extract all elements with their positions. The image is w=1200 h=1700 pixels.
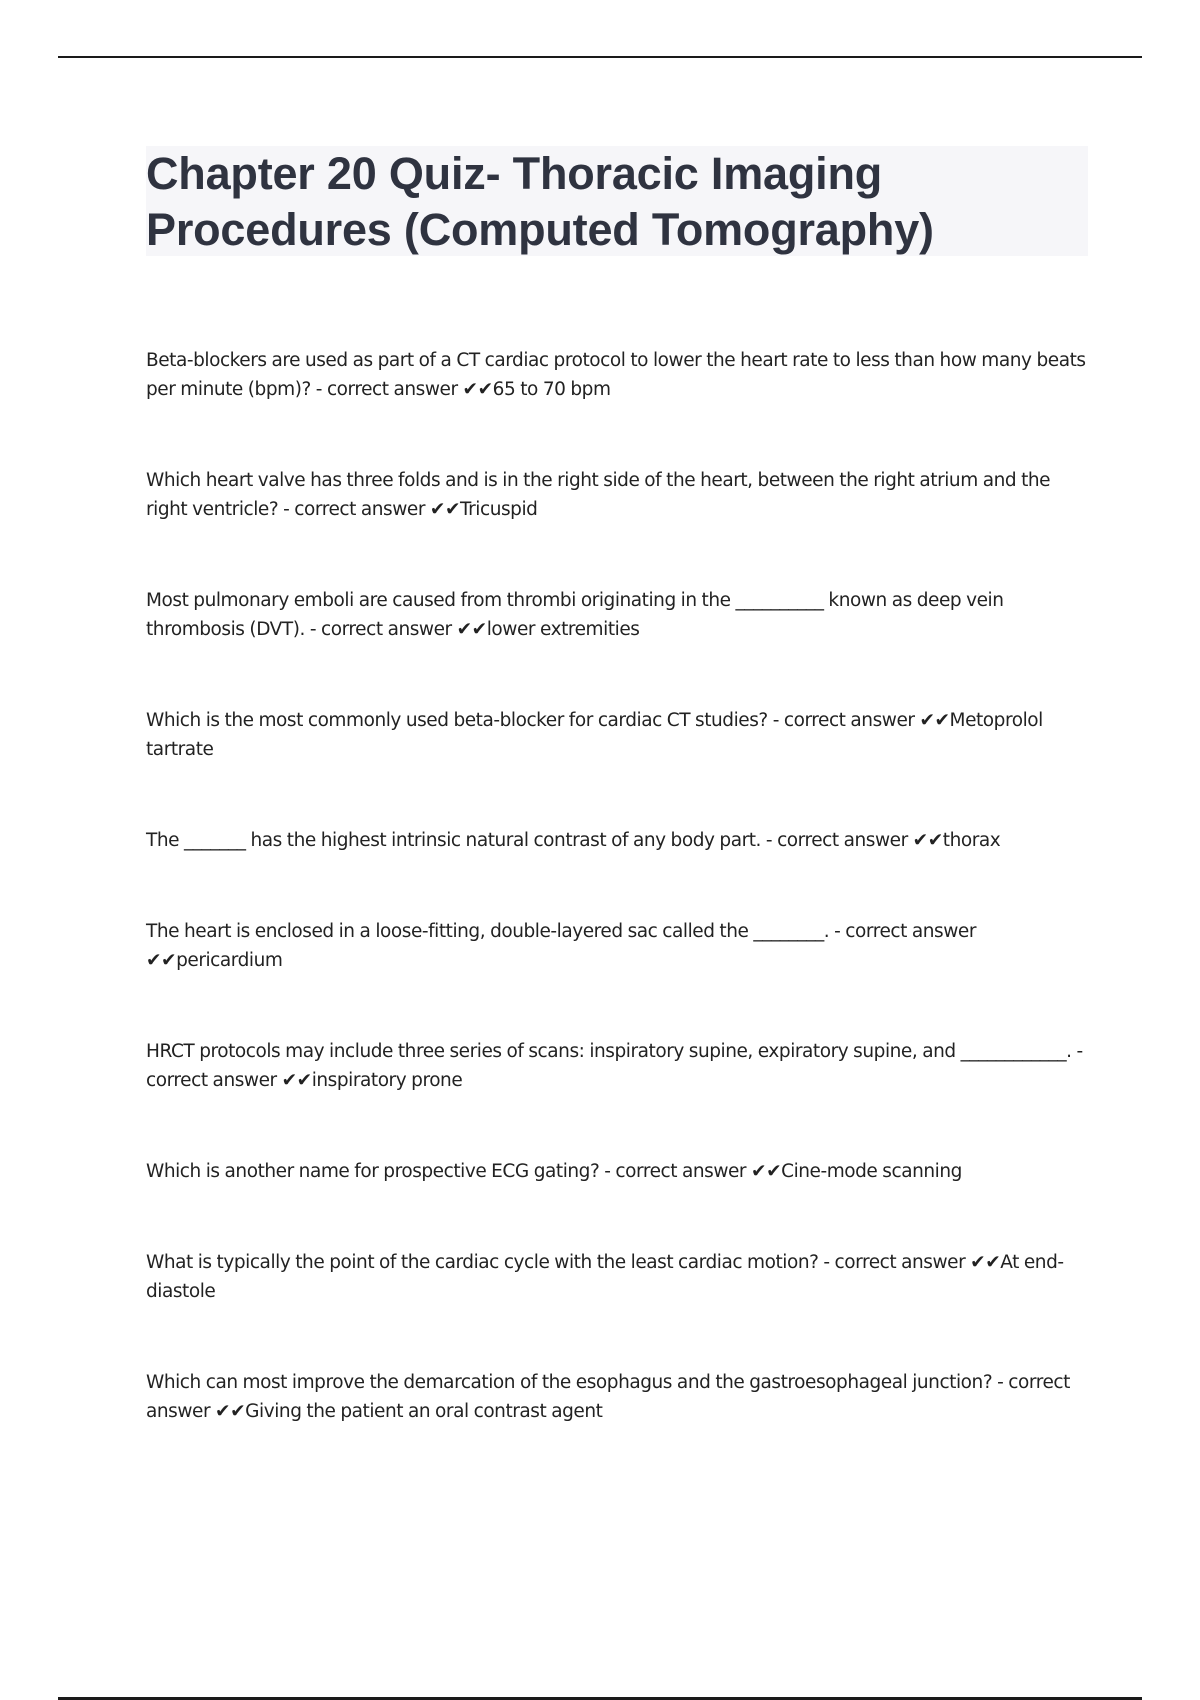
question-item: Which can most improve the demarcation of the esophagus and the gastroesophageal junction? - correct answer ✔✔Giving the patient an oral contrast agent bbox=[146, 1372, 1070, 1422]
question-item: Which heart valve has three folds and is in the right side of the heart, between the right atrium and the right ventricle? - correct answer ✔✔Tricuspid bbox=[146, 470, 1051, 520]
question-item: Beta-blockers are used as part of a CT cardiac protocol to lower the heart rate to less than how many beats per minute (bpm)? - correct answer ✔✔65 to 70 bpm bbox=[146, 350, 1086, 400]
question-item: The _______ has the highest intrinsic natural contrast of any body part. - correct answer ✔✔thorax bbox=[146, 830, 1001, 851]
question-item: Which is the most commonly used beta-blocker for cardiac CT studies? - correct answer ✔✔Metoprolol tartrate bbox=[146, 710, 1043, 760]
title-block bbox=[146, 146, 1088, 256]
question-item: Most pulmonary emboli are caused from thrombi originating in the __________ known as deep vein thrombosis (DVT). - correct answer ✔✔lower extremities bbox=[146, 590, 1004, 640]
question-item: What is typically the point of the cardiac cycle with the least cardiac motion? - correct answer ✔✔At end-diastole bbox=[146, 1252, 1064, 1302]
question-item: HRCT protocols may include three series of scans: inspiratory supine, expiratory supine, and ____________. - correct answer ✔✔inspiratory prone bbox=[146, 1041, 1083, 1091]
question-item: Which is another name for prospective ECG gating? - correct answer ✔✔Cine-mode scanning bbox=[146, 1161, 962, 1182]
question-item: The heart is enclosed in a loose-fitting, double-layered sac called the ________. - correct answer ✔✔pericardium bbox=[146, 921, 976, 971]
question-list bbox=[146, 346, 1096, 1488]
top-divider bbox=[58, 56, 1142, 58]
page-title: Chapter 20 Quiz- Thoracic Imaging Procedures (Computed Tomography) bbox=[146, 148, 934, 255]
